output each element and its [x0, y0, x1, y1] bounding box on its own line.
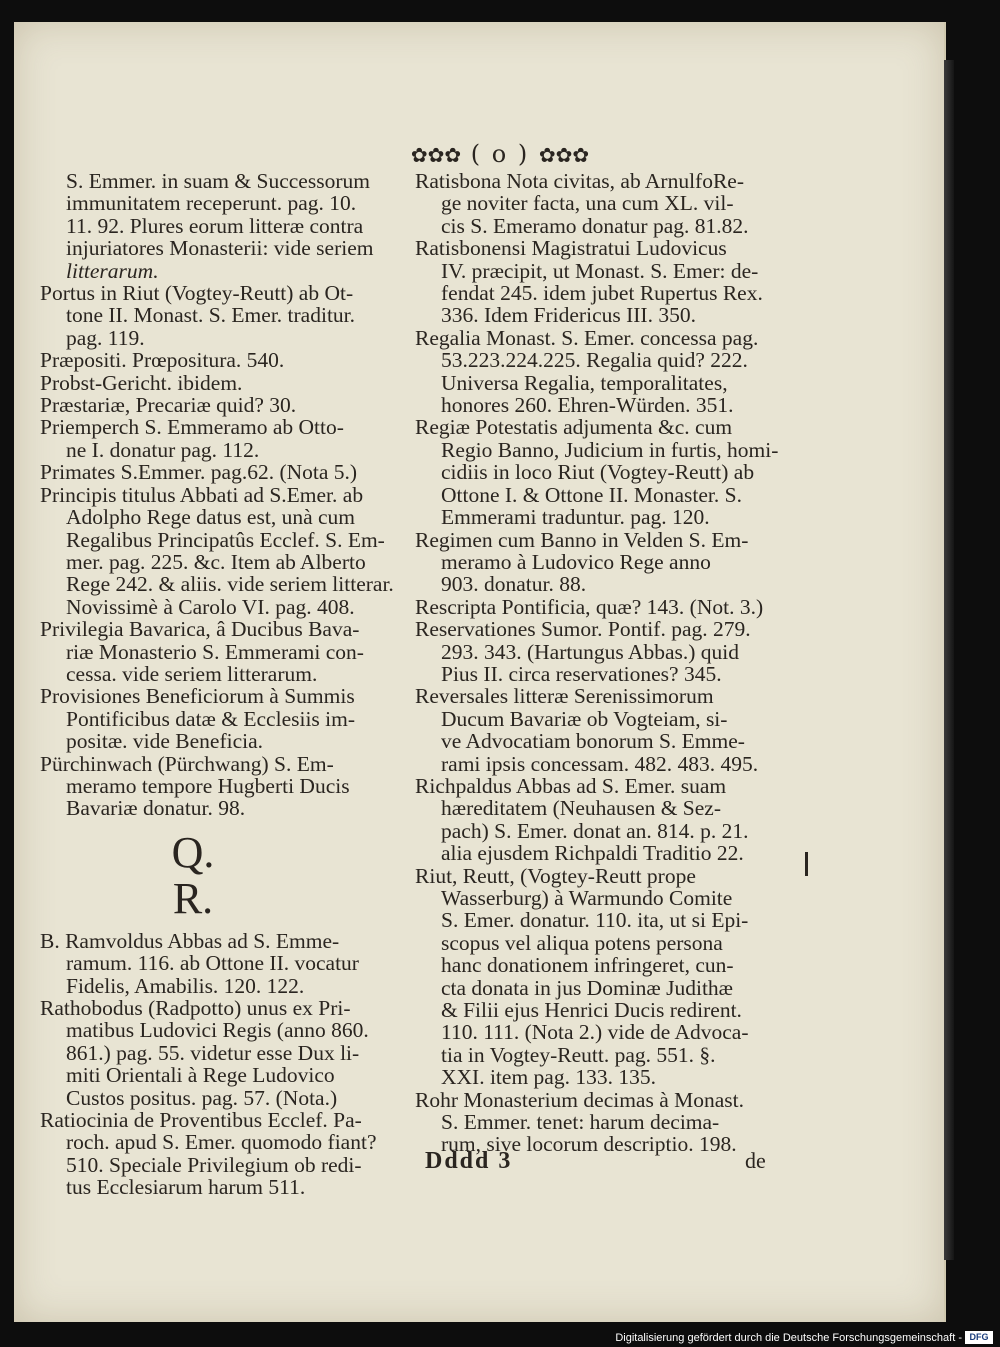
index-line: S. Emer. donatur. 110. ita, ut si Epi- [441, 908, 749, 933]
index-line: meramo tempore Hugberti Ducis [66, 773, 350, 798]
digitization-credit: Digitalisierung gefördert durch die Deutsche Forschungsgemeinschaft - [615, 1332, 962, 1344]
index-line: S. Emmer. in suam & Successorum [66, 169, 370, 193]
index-line: Pontificibus datæ & Ecclesiis im- [66, 706, 356, 731]
index-line: roch. apud S. Emer. quomodo fiant? [66, 1130, 377, 1155]
index-line: Ratiocinia de Proventibus Ecclef. Pa- [40, 1108, 362, 1133]
page-number: ( o ) [470, 140, 530, 168]
index-line: hanc donationem infringeret, cun- [441, 953, 734, 978]
index-line: rum, sive locorum descriptio. 198. [441, 1132, 737, 1157]
index-line: meramo à Ludovico Rege anno [441, 549, 711, 574]
index-line: Richpaldus Abbas ad S. Emer. suam [415, 773, 727, 798]
index-line: Regimen cum Banno in Velden S. Em- [415, 527, 749, 552]
index-line: Præstariæ, Precariæ quid? 30. [40, 393, 297, 418]
left-entries [40, 170, 396, 820]
index-line: Ratisbona Nota civitas, ab ArnulfoRe- [415, 169, 744, 193]
index-line: rami ipsis concessam. 482. 483. 495. [441, 751, 759, 776]
index-line: alia ejusdem Richpaldi Traditio 22. [441, 841, 744, 866]
index-line: mer. pag. 225. &c. Item ab Alberto [66, 549, 366, 574]
index-line: hæreditatem (Neuhausen & Sez- [441, 796, 722, 821]
index-line: 861.) pag. 55. videtur esse Dux li- [66, 1040, 360, 1065]
section-letter-q: Q. [171, 827, 215, 877]
index-line: S. Emmer. tenet: harum decima- [441, 1110, 720, 1135]
index-line: Præpositi. Prœpositura. 540. [40, 348, 285, 373]
index-line: Custos positus. pag. 57. (Nota.) [66, 1085, 338, 1110]
index-line: Priemperch S. Emmeramo ab Otto- [40, 415, 344, 440]
right-column [415, 169, 779, 1157]
index-line: Regalibus Principatûs Ecclef. S. Em- [66, 527, 385, 552]
index-line: pag. 119. [66, 325, 145, 350]
index-line: tus Ecclesiarum harum 511. [66, 1175, 306, 1200]
index-line: scopus vel aliqua potens persona [441, 930, 723, 955]
index-line: Pürchinwach (Pürchwang) S. Em- [40, 751, 334, 776]
index-line: Portus in Riut (Vogtey-Reutt) ab Ot- [40, 281, 354, 306]
index-line: Reversales litteræ Serenissimorum [415, 684, 714, 709]
index-line: Ducum Bavariæ ob Vogteiam, si- [441, 706, 728, 731]
index-line: Fidelis, Amabilis. 120. 122. [66, 973, 305, 998]
index-line: Pius II. circa reservationes? 345. [441, 661, 722, 686]
index-line: 293. 343. (Hartungus Abbas.) quid [441, 639, 739, 664]
index-line: Reservationes Sumor. Pontif. pag. 279. [415, 617, 751, 642]
left-column [40, 170, 396, 1199]
index-line: 903. donatur. 88. [441, 572, 587, 597]
index-line: tone II. Monast. S. Emer. traditur. [66, 303, 356, 328]
index-line: Rohr Monasterium decimas à Monast. [415, 1087, 745, 1112]
right-entries [415, 169, 779, 1157]
margin-mark [805, 852, 808, 876]
index-line: cta donata in jus Dominæ Judithæ [441, 975, 734, 1000]
index-line: Rescripta Pontificia, quæ? 143. (Not. 3.) [415, 594, 764, 619]
index-line: XXI. item pag. 133. 135. [441, 1065, 656, 1090]
index-line: 336. Idem Fridericus III. 350. [441, 303, 696, 328]
index-line: cidiis in loco Riut (Vogtey-Reutt) ab [441, 460, 755, 485]
page-header [0, 140, 1000, 168]
index-line: Regio Banno, Judicium in furtis, homi- [441, 437, 779, 462]
ornament-left: ✿✿✿ [410, 143, 462, 167]
index-line: Regalia Monast. S. Emer. concessa pag. [415, 325, 759, 350]
index-line: Novissimè à Carolo VI. pag. 408. [66, 594, 355, 619]
index-line: injuriatores Monasterii: vide seriem [66, 236, 374, 261]
index-line: 110. 111. (Nota 2.) vide de Advoca- [441, 1020, 749, 1045]
signature-mark: Dddd 3 [425, 1148, 513, 1174]
index-line: pach) S. Emer. donat an. 814. p. 21. [441, 818, 749, 843]
catchword: de [745, 1148, 766, 1173]
index-line: Ottone I. & Ottone II. Monaster. S. [441, 482, 742, 507]
index-line: 11. 92. Plures eorum litteræ contra [66, 213, 364, 238]
index-line: B. Ramvoldus Abbas ad S. Emme- [40, 928, 340, 953]
index-line: cis S. Emeramo donatur pag. 81.82. [441, 213, 749, 238]
index-line: Ratisbonensi Magistratui Ludovicus [415, 236, 727, 261]
index-line: honores 260. Ehren-Würden. 351. [441, 393, 734, 418]
index-line: positæ. vide Beneficia. [66, 729, 264, 754]
index-line: Provisiones Beneficiorum à Summis [40, 684, 355, 709]
index-line: Primates S.Emmer. pag.62. (Nota 5.) [40, 460, 358, 485]
index-line: fendat 245. idem jubet Rupertus Rex. [441, 281, 763, 306]
index-line: ne I. donatur pag. 112. [66, 437, 260, 462]
index-line: tia in Vogtey-Reutt. pag. 551. §. [441, 1042, 716, 1067]
dfg-logo: DFG [965, 1331, 993, 1344]
index-line: Regiæ Potestatis adjumenta &c. cum [415, 415, 733, 440]
index-line: Probst-Gericht. ibidem. [40, 370, 243, 395]
index-line: riæ Monasterio S. Emmerami con- [66, 639, 364, 664]
index-line: Rathobodus (Radpotto) unus ex Pri- [40, 996, 351, 1020]
index-line: cessa. vide seriem litterarum. [66, 661, 318, 686]
index-line: & Filii ejus Henrici Ducis redirent. [441, 998, 742, 1023]
index-line: litterarum. [66, 258, 159, 283]
index-line: 53.223.224.225. Regalia quid? 222. [441, 348, 748, 373]
index-line: 510. Speciale Privilegium ob redi- [66, 1152, 362, 1177]
left-entries-after [40, 930, 396, 1199]
section-letter-r: R. [172, 873, 214, 923]
index-line: ve Advocatiam bonorum S. Emme- [441, 729, 745, 754]
index-line: miti Orientali à Rege Ludovico [66, 1063, 335, 1088]
index-line: immunitatem receperunt. pag. 10. [66, 191, 357, 216]
index-line: Adolpho Rege datus est, unà cum [66, 505, 356, 530]
index-line: IV. præcipit, ut Monast. S. Emer: de- [441, 258, 759, 283]
index-line: ramum. 116. ab Ottone II. vocatur [66, 951, 359, 976]
index-line: Bavariæ donatur. 98. [66, 796, 246, 821]
index-line: Emmerami traduntur. pag. 120. [441, 505, 710, 530]
index-line: Privilegia Bavarica, â Ducibus Bava- [40, 617, 360, 642]
index-line: Principis titulus Abbati ad S.Emer. ab [40, 482, 364, 507]
index-line: Universa Regalia, temporalitates, [441, 370, 728, 395]
index-line: Riut, Reutt, (Vogtey-Reutt prope [415, 863, 696, 888]
ornament-right: ✿✿✿ [538, 143, 590, 167]
index-line: Rege 242. & aliis. vide seriem litterar. [66, 572, 394, 597]
index-line: Wasserburg) à Warmundo Comite [441, 886, 733, 910]
index-line: ge noviter facta, una cum XL. vil- [441, 191, 734, 216]
index-line: matibus Ludovici Regis (anno 860. [66, 1018, 369, 1043]
page-edge [944, 60, 954, 1260]
